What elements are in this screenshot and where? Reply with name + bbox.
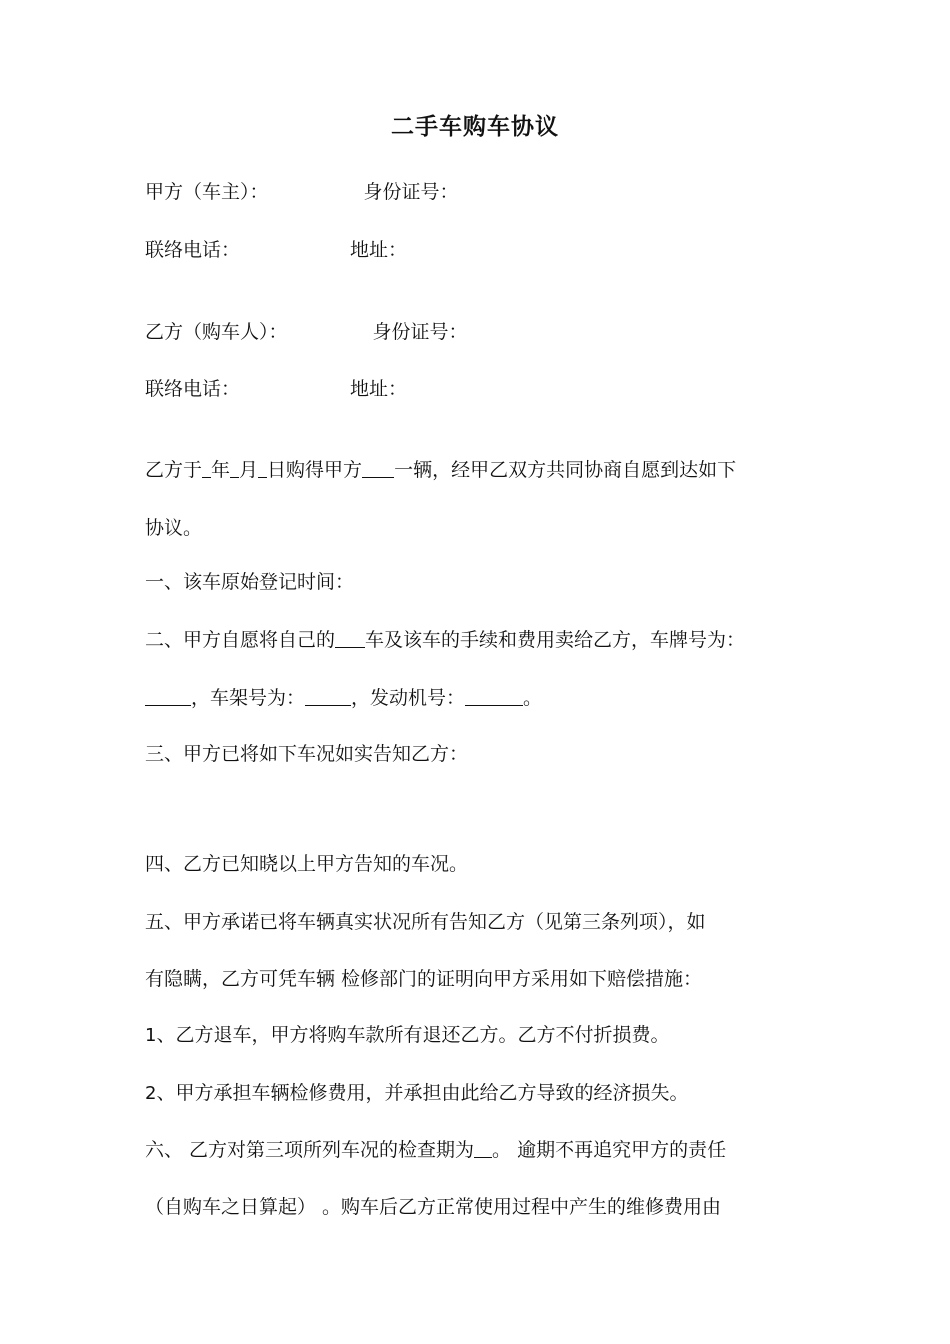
party-a-address-label: 地址： xyxy=(350,239,408,261)
document-title: 二手车购车协议 xyxy=(391,113,559,140)
party-b-phone-label: 联络电话： xyxy=(145,378,241,400)
clause-2 xyxy=(145,628,745,652)
intro-text-5: 一辆，经甲乙双方共同协商自愿到达如下 xyxy=(394,459,737,481)
clause-6-line2: （自购车之日算起） 。购车后乙方正常使用过程中产生的维修费用由 xyxy=(145,1196,722,1218)
clause-5-item-2-number: 2 xyxy=(145,1083,157,1104)
party-a-contact-row xyxy=(145,238,407,262)
vin-blank xyxy=(305,687,351,706)
clause-5-line2: 有隐瞒，乙方可凭车辆 检修部门的证明向甲方采用如下赔偿措施： xyxy=(145,968,703,990)
clause-2-text-c: ，车架号为： xyxy=(191,687,306,709)
clause-6-text-b: 。 逾期不再追究甲方的责任 xyxy=(492,1139,727,1161)
inspection-period-blank xyxy=(474,1139,492,1158)
intro-paragraph xyxy=(145,458,736,482)
clause-5-item-2-text: 、甲方承担车辆检修费用，并承担由此给乙方导致的经济损失。 xyxy=(156,1082,689,1104)
plate-number-blank xyxy=(145,687,191,706)
clause-5-item-1-number: 1 xyxy=(145,1025,157,1046)
clause-2-text-b: 车及该车的手续和费用卖给乙方，车牌号为： xyxy=(365,629,746,651)
intro-text-1: 乙方于 xyxy=(145,459,203,481)
party-b-row xyxy=(145,320,468,344)
intro-paragraph-line2: 协议。 xyxy=(145,517,203,539)
day-blank xyxy=(258,459,267,478)
clause-1: 一、该车原始登记时间： xyxy=(145,571,355,593)
clause-5-item-1-text: 、乙方退车，甲方将购车款所有退还乙方。乙方不付折损费。 xyxy=(156,1024,670,1046)
party-b-id-label: 身份证号： xyxy=(372,321,468,343)
clause-2-text-d: ，发动机号： xyxy=(351,687,466,709)
engine-number-blank xyxy=(465,687,523,706)
party-a-id-label: 身份证号： xyxy=(363,181,459,203)
party-a-phone-label: 联络电话： xyxy=(145,239,241,261)
year-blank xyxy=(202,459,211,478)
intro-text-3: 月 xyxy=(239,459,259,481)
party-b-address-label: 地址： xyxy=(350,378,408,400)
clause-5-item-2 xyxy=(145,1081,688,1106)
party-a-name-label: 甲方（车主）： xyxy=(145,181,269,203)
clause-3: 三、甲方已将如下车况如实告知乙方： xyxy=(145,743,469,765)
vehicle-blank xyxy=(362,459,394,478)
intro-text-2: 年 xyxy=(211,459,231,481)
clause-5: 五、甲方承诺已将车辆真实状况所有告知乙方（见第三条列项），如 xyxy=(145,911,706,933)
clause-4: 四、乙方已知晓以上甲方告知的车况。 xyxy=(145,853,469,875)
intro-text-4: 日购得甲方 xyxy=(267,459,363,481)
car-model-blank xyxy=(335,629,365,648)
clause-5-item-1 xyxy=(145,1023,669,1048)
clause-2-text-e: 。 xyxy=(523,687,543,709)
party-b-name-label: 乙方（购车人）： xyxy=(145,321,288,343)
month-blank xyxy=(230,459,239,478)
clause-2-line2 xyxy=(145,686,542,710)
party-a-row xyxy=(145,180,459,204)
clause-2-text-a: 二、甲方自愿将自己的 xyxy=(145,629,336,651)
party-b-contact-row xyxy=(145,377,407,401)
clause-6 xyxy=(145,1138,726,1162)
clause-6-text-a: 六、 乙方对第三项所列车况的检查期为 xyxy=(145,1139,475,1161)
